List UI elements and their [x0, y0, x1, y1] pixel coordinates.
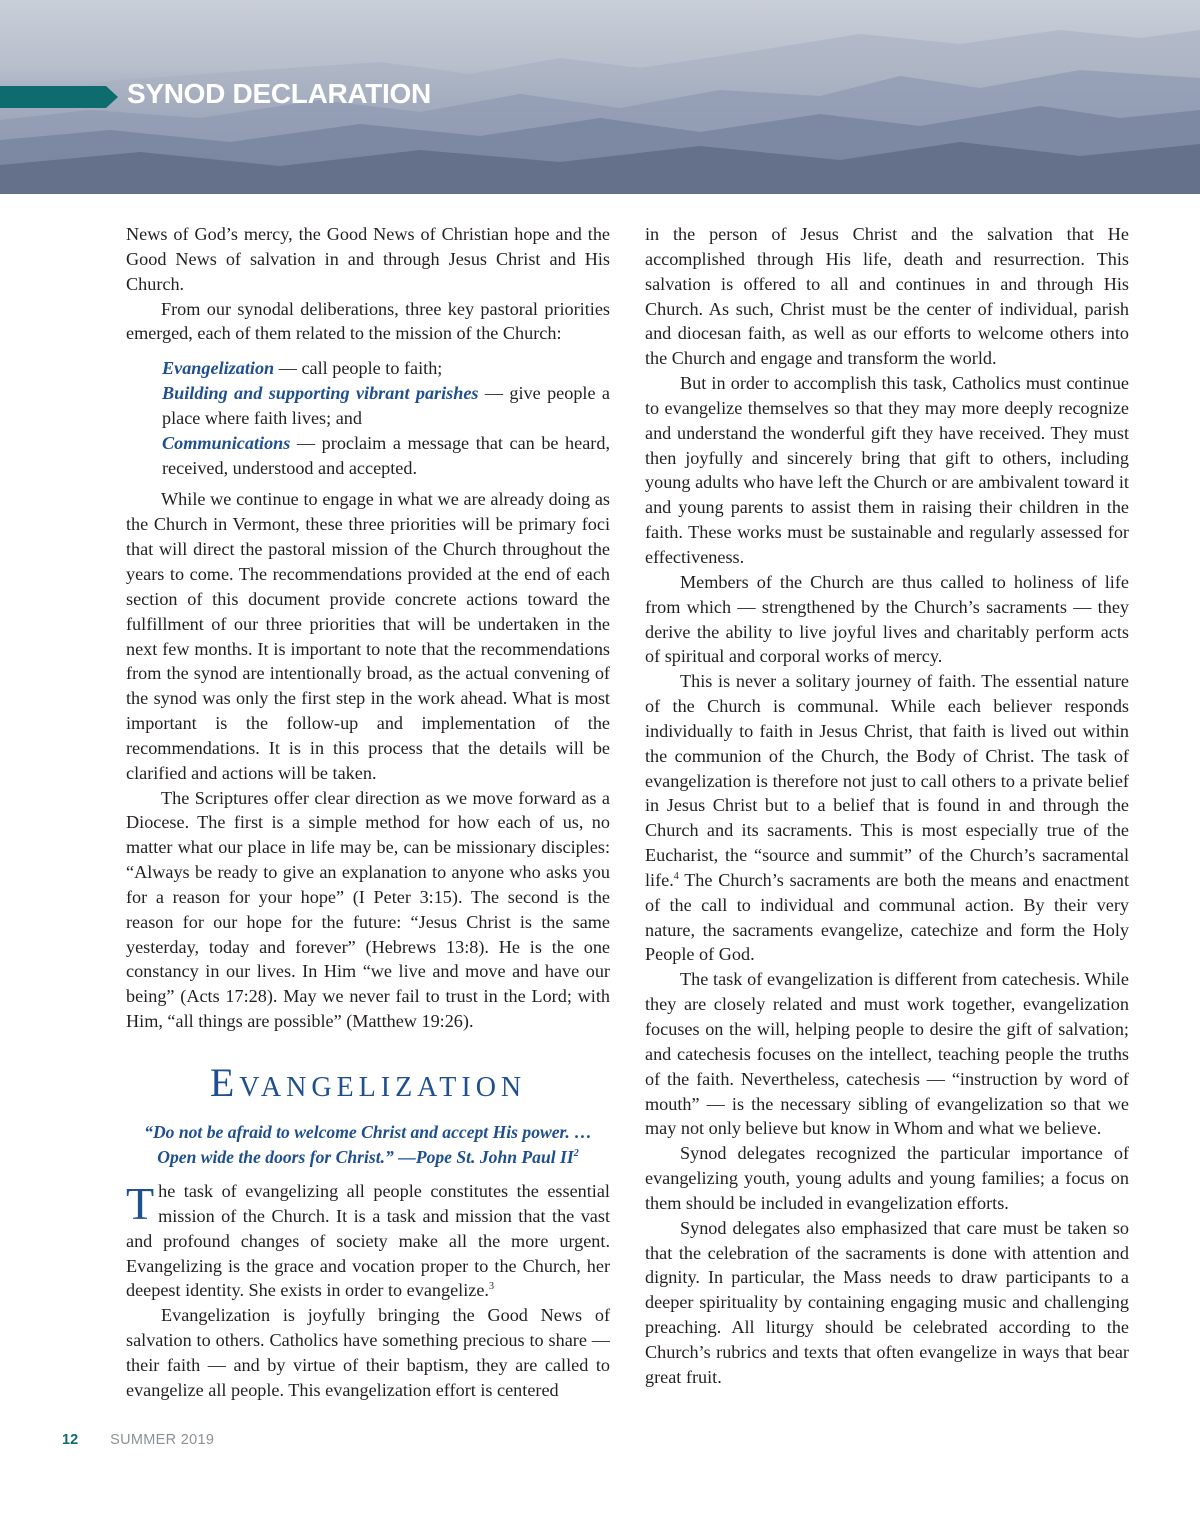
drop-cap: T — [126, 1178, 155, 1229]
paragraph: in the person of Jesus Christ and the salvation that He accomplished through His life, death and resurrection. This salvation is offered to all and continues in and through His Church. As such, Christ must be the center of individual, parish and diocesan faith, as well as our efforts to welcome others into the Church and engage and transform the world. — [645, 224, 1129, 369]
issue-label: SUMMER 2019 — [110, 1432, 215, 1448]
header-accent-bar — [0, 86, 118, 108]
paragraph: News of God’s mercy, the Good News of Christian hope and the Good News of salvation in and through Jesus Christ and His Church. — [126, 224, 610, 294]
paragraph: But in order to accomplish this task, Catholics must continue to evangelize themselves so that they may more deeply recognize and understand the wonderful gift they have received. They must then joyfully and sincerely bring that gift to others, including young adults who have left the Church or are ambivalent toward it and young parents to assist them in raising their children in the faith. These works must be sustainable and regularly assessed for effectiveness. — [645, 373, 1129, 567]
header-banner — [0, 0, 1200, 194]
priority-term: Building and supporting vibrant parishes — [162, 383, 479, 404]
paragraph: The task of evangelization is different from catechesis. While they are closely related and must work together, evangelization focuses on the will, helping people to desire the gift of salvation; and catechesis focuses on the intellect, teaching people the truths of the faith. Nevertheless, catechesis — “instruction by word of mouth” — is the necessary sibling of evangelization so that we may not only believe but know in Whom and what we believe. — [645, 969, 1129, 1139]
paragraph: Synod delegates also emphasized that care must be taken so that the celebration of the sacraments is done with attention and dignity. In particular, the Mass needs to draw participants to a deeper spirituality by containing engaging music and challenging preaching. All liturgy should be celebrated according to the Church’s rubrics and texts that often evangelize in ways that bear great fruit. — [645, 1217, 1129, 1387]
quote-line: “Do not be afraid to welcome Christ and accept His power. … — [144, 1122, 592, 1142]
footnote-marker: 4 — [673, 870, 679, 882]
paragraph: Synod delegates recognized the particular importance of evangelizing youth, young adults and young families; a focus on them should be included in evangelization efforts. — [645, 1143, 1129, 1213]
priority-description: — give people a place where faith lives; and — [162, 383, 610, 428]
priority-item — [162, 356, 610, 381]
priority-term: Evangelization — [162, 358, 275, 379]
footnote-marker: 2 — [573, 1147, 579, 1159]
paragraph: While we continue to engage in what we are already doing as the Church in Vermont, these three priorities will be primary foci that will direct the pastoral mission of the Church throughout the years to come. The recommendations provided at the end of each section of this document provide concrete actions toward the fulfillment of our three priorities that will be undertaken in the next few months. It is important to note that the recommendations from the synod are intentionally broad, as the actual convening of the synod was only the first step in the work ahead. What is most important is the follow-up and implementation of the recommendations. It is in this process that the details will be clarified and actions will be taken. — [126, 489, 610, 783]
paragraph: The Scriptures offer clear direction as we move forward as a Diocese. The first is a simple method for how each of us, no matter what our place in life may be, can be missionary disciples: “Always be ready to give an explanation to anyone who asks you for a reason for your hope” (I Peter 3:15). The second is the reason for our hope for the future: “Jesus Christ is the same yesterday, today and forever” (Hebrews 13:8). He is the one constancy in our lives. In Him “we live and move and have our being” (Acts 17:28). May we never fail to trust in the Lord; with Him, “all things are possible” (Matthew 19:26). — [126, 787, 610, 1032]
paragraph-text: This is never a solitary journey of faith. The essential nature of the Church is communal. While each believer responds individually to faith in Jesus Christ, that faith is lived out within the communion of the Church, the Body of Christ. The task of evangelization is therefore not just to call others to a private belief in Jesus Christ but to a belief that is found in and through the Church and its sacraments. This is most especially true of the Eucharist, the “source and summit” of the Church’s sacramental life. — [645, 671, 1129, 890]
paragraph-dropcap — [126, 1179, 610, 1303]
quote-line: Open wide the doors for Christ.” —Pope St. John Paul II — [157, 1146, 574, 1167]
priority-item — [162, 431, 610, 481]
priorities-list — [162, 356, 610, 480]
priority-item — [162, 381, 610, 431]
paragraph — [645, 669, 1129, 967]
footnote-marker: 3 — [488, 1281, 494, 1293]
paragraph: From our synodal deliberations, three key pastoral priorities emerged, each of them related to the mission of the Church: — [126, 298, 610, 344]
paragraph-text: he task of evangelizing all people constitutes the essential mission of the Church. It is a task and mission that the vast and profound changes of society make all the more urgent. Evangelizing is the grace and vocation proper to the Church, her deepest identity. She exists in order to evangelize. — [126, 1181, 610, 1301]
priority-term: Communications — [162, 432, 291, 453]
page-footer — [62, 1432, 214, 1448]
page-number: 12 — [62, 1432, 79, 1448]
section-heading: Evangelization — [209, 1060, 527, 1105]
priority-description: — proclaim a message that can be heard, received, understood and accepted. — [162, 432, 610, 478]
section-header-title: SYNOD DECLARATION — [127, 78, 431, 109]
paragraph: Evangelization is joyfully bringing the Good News of salvation to others. Catholics have something precious to share — their faith — and by virtue of their baptism, they are called to evangelize all people. This evangelization effort is centered — [126, 1305, 610, 1400]
priority-description: — call people to faith; — [274, 358, 443, 379]
paragraph-text: The Church’s sacraments are both the means and enactment of the call to individual and communal action. By their very nature, the sacraments evangelize, catechize and form the Holy People of God. — [645, 869, 1129, 965]
epigraph-quote — [126, 1120, 610, 1169]
right-column — [645, 222, 1129, 1390]
left-column — [126, 222, 610, 1403]
paragraph: Members of the Church are thus called to holiness of life from which — strengthened by the Church’s sacraments — they derive the ability to live joyful lives and charitably perform acts of spiritual and corporal works of mercy. — [645, 571, 1129, 667]
